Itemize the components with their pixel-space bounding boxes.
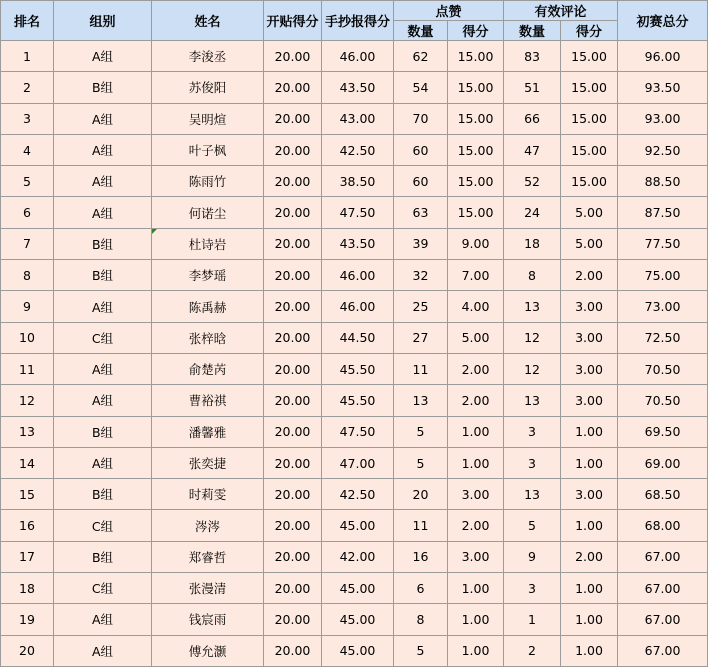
name-cell: 陈雨竹 (152, 166, 264, 197)
group-cell: A组 (54, 166, 152, 197)
comments-count-cell: 12 (504, 322, 561, 353)
likes-score-cell: 1.00 (448, 635, 504, 666)
comments-count-cell: 1 (504, 604, 561, 635)
likes-score-cell: 7.00 (448, 260, 504, 291)
rank-cell: 5 (1, 166, 54, 197)
likes-score-cell: 4.00 (448, 291, 504, 322)
likes-count-cell: 6 (394, 573, 448, 604)
name-cell: 潘馨雅 (152, 416, 264, 447)
handbook-score-cell: 45.50 (322, 353, 394, 384)
likes-score-cell: 1.00 (448, 416, 504, 447)
post-score-cell: 20.00 (264, 541, 322, 572)
post-score-cell: 20.00 (264, 479, 322, 510)
likes-score-cell: 3.00 (448, 479, 504, 510)
comments-score-cell: 3.00 (561, 353, 618, 384)
group-cell: B组 (54, 541, 152, 572)
group-cell: A组 (54, 197, 152, 228)
handbook-score-cell: 47.50 (322, 197, 394, 228)
group-cell: A组 (54, 41, 152, 72)
comments-score-cell: 3.00 (561, 322, 618, 353)
comments-score-cell: 1.00 (561, 573, 618, 604)
total-cell: 75.00 (618, 260, 708, 291)
total-cell: 70.50 (618, 385, 708, 416)
name-cell: 郑睿哲 (152, 541, 264, 572)
rank-cell: 19 (1, 604, 54, 635)
group-cell: C组 (54, 510, 152, 541)
post-score-cell: 20.00 (264, 41, 322, 72)
total-cell: 67.00 (618, 635, 708, 666)
comments-score-cell: 2.00 (561, 541, 618, 572)
post-score-cell: 20.00 (264, 103, 322, 134)
total-cell: 73.00 (618, 291, 708, 322)
likes-count-cell: 5 (394, 416, 448, 447)
post-score-cell: 20.00 (264, 604, 322, 635)
name-cell: 张漫清 (152, 573, 264, 604)
comments-count-cell: 3 (504, 447, 561, 478)
name-cell: 叶子枫 (152, 134, 264, 165)
likes-score-cell: 9.00 (448, 228, 504, 259)
table-row (1, 353, 708, 384)
post-score-cell: 20.00 (264, 322, 322, 353)
comments-score-cell: 3.00 (561, 479, 618, 510)
post-score-cell: 20.00 (264, 447, 322, 478)
post-score-cell: 20.00 (264, 416, 322, 447)
handbook-score-cell: 45.00 (322, 635, 394, 666)
total-cell: 68.00 (618, 510, 708, 541)
likes-score-cell: 15.00 (448, 41, 504, 72)
group-cell: A组 (54, 447, 152, 478)
handbook-score-cell: 45.00 (322, 604, 394, 635)
comments-count-cell: 13 (504, 385, 561, 416)
name-cell: 陈禹赫 (152, 291, 264, 322)
rank-cell: 9 (1, 291, 54, 322)
post-score-cell: 20.00 (264, 260, 322, 291)
likes-score-cell: 15.00 (448, 197, 504, 228)
table-row (1, 635, 708, 666)
total-cell: 72.50 (618, 322, 708, 353)
table-row (1, 103, 708, 134)
handbook-score-cell: 43.50 (322, 72, 394, 103)
group-cell: B组 (54, 479, 152, 510)
likes-count-cell: 70 (394, 103, 448, 134)
table-row (1, 322, 708, 353)
handbook-score-cell: 45.00 (322, 573, 394, 604)
comments-score-cell: 5.00 (561, 228, 618, 259)
likes-score-cell: 15.00 (448, 103, 504, 134)
likes-score-cell: 15.00 (448, 134, 504, 165)
handbook-score-cell: 42.00 (322, 541, 394, 572)
total-cell: 67.00 (618, 604, 708, 635)
post-score-cell: 20.00 (264, 72, 322, 103)
likes-score-cell: 5.00 (448, 322, 504, 353)
total-cell: 70.50 (618, 353, 708, 384)
group-cell: A组 (54, 291, 152, 322)
handbook-score-cell: 38.50 (322, 166, 394, 197)
likes-count-cell: 16 (394, 541, 448, 572)
rank-cell: 15 (1, 479, 54, 510)
handbook-score-cell: 45.00 (322, 510, 394, 541)
handbook-score-cell: 43.50 (322, 228, 394, 259)
comments-count-cell: 18 (504, 228, 561, 259)
comments-score-cell: 5.00 (561, 197, 618, 228)
table-row (1, 291, 708, 322)
comments-count-cell: 8 (504, 260, 561, 291)
handbook-score-cell: 46.00 (322, 260, 394, 291)
table-row (1, 197, 708, 228)
header-total: 初赛总分 (618, 1, 708, 41)
likes-count-cell: 60 (394, 166, 448, 197)
header-comments-score: 得分 (561, 21, 618, 41)
header-post-score: 开贴得分 (264, 1, 322, 41)
total-cell: 87.50 (618, 197, 708, 228)
likes-count-cell: 11 (394, 353, 448, 384)
comments-score-cell: 1.00 (561, 510, 618, 541)
post-score-cell: 20.00 (264, 573, 322, 604)
name-cell: 张奕捷 (152, 447, 264, 478)
table-row (1, 260, 708, 291)
table-row (1, 573, 708, 604)
header-likes: 点赞 (394, 1, 504, 21)
post-score-cell: 20.00 (264, 134, 322, 165)
total-cell: 67.00 (618, 573, 708, 604)
rank-cell: 1 (1, 41, 54, 72)
total-cell: 96.00 (618, 41, 708, 72)
comments-count-cell: 51 (504, 72, 561, 103)
comments-score-cell: 1.00 (561, 604, 618, 635)
rank-cell: 7 (1, 228, 54, 259)
comments-score-cell: 2.00 (561, 260, 618, 291)
header-rank: 排名 (1, 1, 54, 41)
likes-count-cell: 8 (394, 604, 448, 635)
rank-cell: 10 (1, 322, 54, 353)
comments-score-cell: 3.00 (561, 385, 618, 416)
rank-cell: 13 (1, 416, 54, 447)
table-row (1, 541, 708, 572)
name-cell: 李浚丞 (152, 41, 264, 72)
header-likes-count: 数量 (394, 21, 448, 41)
table-row (1, 72, 708, 103)
likes-count-cell: 20 (394, 479, 448, 510)
rank-cell: 3 (1, 103, 54, 134)
name-cell: 俞楚芮 (152, 353, 264, 384)
header-comments-count: 数量 (504, 21, 561, 41)
comments-count-cell: 52 (504, 166, 561, 197)
comments-count-cell: 12 (504, 353, 561, 384)
likes-count-cell: 5 (394, 635, 448, 666)
handbook-score-cell: 47.00 (322, 447, 394, 478)
header-likes-score: 得分 (448, 21, 504, 41)
likes-score-cell: 1.00 (448, 604, 504, 635)
post-score-cell: 20.00 (264, 228, 322, 259)
table-row (1, 510, 708, 541)
name-cell: 钱宸雨 (152, 604, 264, 635)
group-cell: B组 (54, 416, 152, 447)
post-score-cell: 20.00 (264, 291, 322, 322)
table-row (1, 604, 708, 635)
likes-count-cell: 27 (394, 322, 448, 353)
table-header (1, 1, 708, 41)
total-cell: 88.50 (618, 166, 708, 197)
likes-count-cell: 60 (394, 134, 448, 165)
likes-score-cell: 2.00 (448, 385, 504, 416)
handbook-score-cell: 46.00 (322, 41, 394, 72)
handbook-score-cell: 47.50 (322, 416, 394, 447)
comments-score-cell: 3.00 (561, 291, 618, 322)
name-cell: 吴明煊 (152, 103, 264, 134)
name-cell: 傅允灏 (152, 635, 264, 666)
likes-score-cell: 2.00 (448, 510, 504, 541)
group-cell: A组 (54, 134, 152, 165)
total-cell: 68.50 (618, 479, 708, 510)
likes-score-cell: 2.00 (448, 353, 504, 384)
name-cell: 杜诗岩 (152, 228, 264, 259)
comments-count-cell: 24 (504, 197, 561, 228)
likes-count-cell: 32 (394, 260, 448, 291)
comments-count-cell: 47 (504, 134, 561, 165)
table-body (1, 41, 708, 667)
handbook-score-cell: 46.00 (322, 291, 394, 322)
group-cell: C组 (54, 573, 152, 604)
total-cell: 67.00 (618, 541, 708, 572)
rank-cell: 2 (1, 72, 54, 103)
post-score-cell: 20.00 (264, 385, 322, 416)
table-row (1, 447, 708, 478)
group-cell: A组 (54, 103, 152, 134)
likes-count-cell: 5 (394, 447, 448, 478)
rank-cell: 6 (1, 197, 54, 228)
total-cell: 77.50 (618, 228, 708, 259)
likes-count-cell: 54 (394, 72, 448, 103)
name-cell: 何诺尘 (152, 197, 264, 228)
likes-count-cell: 11 (394, 510, 448, 541)
header-name: 姓名 (152, 1, 264, 41)
likes-count-cell: 25 (394, 291, 448, 322)
handbook-score-cell: 45.50 (322, 385, 394, 416)
post-score-cell: 20.00 (264, 510, 322, 541)
likes-score-cell: 1.00 (448, 447, 504, 478)
rank-cell: 20 (1, 635, 54, 666)
group-cell: A组 (54, 635, 152, 666)
comments-count-cell: 66 (504, 103, 561, 134)
comments-score-cell: 15.00 (561, 166, 618, 197)
comments-score-cell: 1.00 (561, 635, 618, 666)
total-cell: 93.00 (618, 103, 708, 134)
likes-score-cell: 15.00 (448, 72, 504, 103)
comments-count-cell: 13 (504, 479, 561, 510)
total-cell: 93.50 (618, 72, 708, 103)
table-row (1, 479, 708, 510)
table-row (1, 416, 708, 447)
rank-cell: 14 (1, 447, 54, 478)
group-cell: A组 (54, 385, 152, 416)
group-cell: C组 (54, 322, 152, 353)
group-cell: B组 (54, 260, 152, 291)
comments-count-cell: 2 (504, 635, 561, 666)
comments-score-cell: 15.00 (561, 41, 618, 72)
comments-score-cell: 1.00 (561, 416, 618, 447)
comments-count-cell: 13 (504, 291, 561, 322)
comments-score-cell: 15.00 (561, 72, 618, 103)
comments-count-cell: 5 (504, 510, 561, 541)
rank-cell: 12 (1, 385, 54, 416)
comments-count-cell: 3 (504, 573, 561, 604)
post-score-cell: 20.00 (264, 166, 322, 197)
rank-cell: 8 (1, 260, 54, 291)
group-cell: A组 (54, 604, 152, 635)
rank-cell: 4 (1, 134, 54, 165)
rank-cell: 16 (1, 510, 54, 541)
likes-score-cell: 15.00 (448, 166, 504, 197)
group-cell: B组 (54, 72, 152, 103)
header-handbook-score: 手抄报得分 (322, 1, 394, 41)
likes-count-cell: 62 (394, 41, 448, 72)
total-cell: 69.00 (618, 447, 708, 478)
comments-count-cell: 83 (504, 41, 561, 72)
table-row (1, 385, 708, 416)
likes-score-cell: 3.00 (448, 541, 504, 572)
rank-cell: 17 (1, 541, 54, 572)
name-cell: 时莉雯 (152, 479, 264, 510)
group-cell: B组 (54, 228, 152, 259)
post-score-cell: 20.00 (264, 197, 322, 228)
name-cell: 曹裕祺 (152, 385, 264, 416)
likes-count-cell: 63 (394, 197, 448, 228)
name-cell: 张梓晗 (152, 322, 264, 353)
likes-count-cell: 39 (394, 228, 448, 259)
table-row (1, 228, 708, 259)
comments-score-cell: 15.00 (561, 134, 618, 165)
likes-score-cell: 1.00 (448, 573, 504, 604)
table-row (1, 134, 708, 165)
rank-cell: 18 (1, 573, 54, 604)
group-cell: A组 (54, 353, 152, 384)
rank-cell: 11 (1, 353, 54, 384)
comments-count-cell: 9 (504, 541, 561, 572)
post-score-cell: 20.00 (264, 635, 322, 666)
likes-count-cell: 13 (394, 385, 448, 416)
total-cell: 69.50 (618, 416, 708, 447)
header-group: 组别 (54, 1, 152, 41)
handbook-score-cell: 42.50 (322, 134, 394, 165)
total-cell: 92.50 (618, 134, 708, 165)
handbook-score-cell: 42.50 (322, 479, 394, 510)
handbook-score-cell: 44.50 (322, 322, 394, 353)
table-row (1, 41, 708, 72)
comments-score-cell: 15.00 (561, 103, 618, 134)
comments-count-cell: 3 (504, 416, 561, 447)
name-cell: 苏俊阳 (152, 72, 264, 103)
table-row (1, 166, 708, 197)
post-score-cell: 20.00 (264, 353, 322, 384)
header-valid-comments: 有效评论 (504, 1, 618, 21)
name-cell: 涔涔 (152, 510, 264, 541)
comments-score-cell: 1.00 (561, 447, 618, 478)
name-cell: 李梦瑶 (152, 260, 264, 291)
handbook-score-cell: 43.00 (322, 103, 394, 134)
